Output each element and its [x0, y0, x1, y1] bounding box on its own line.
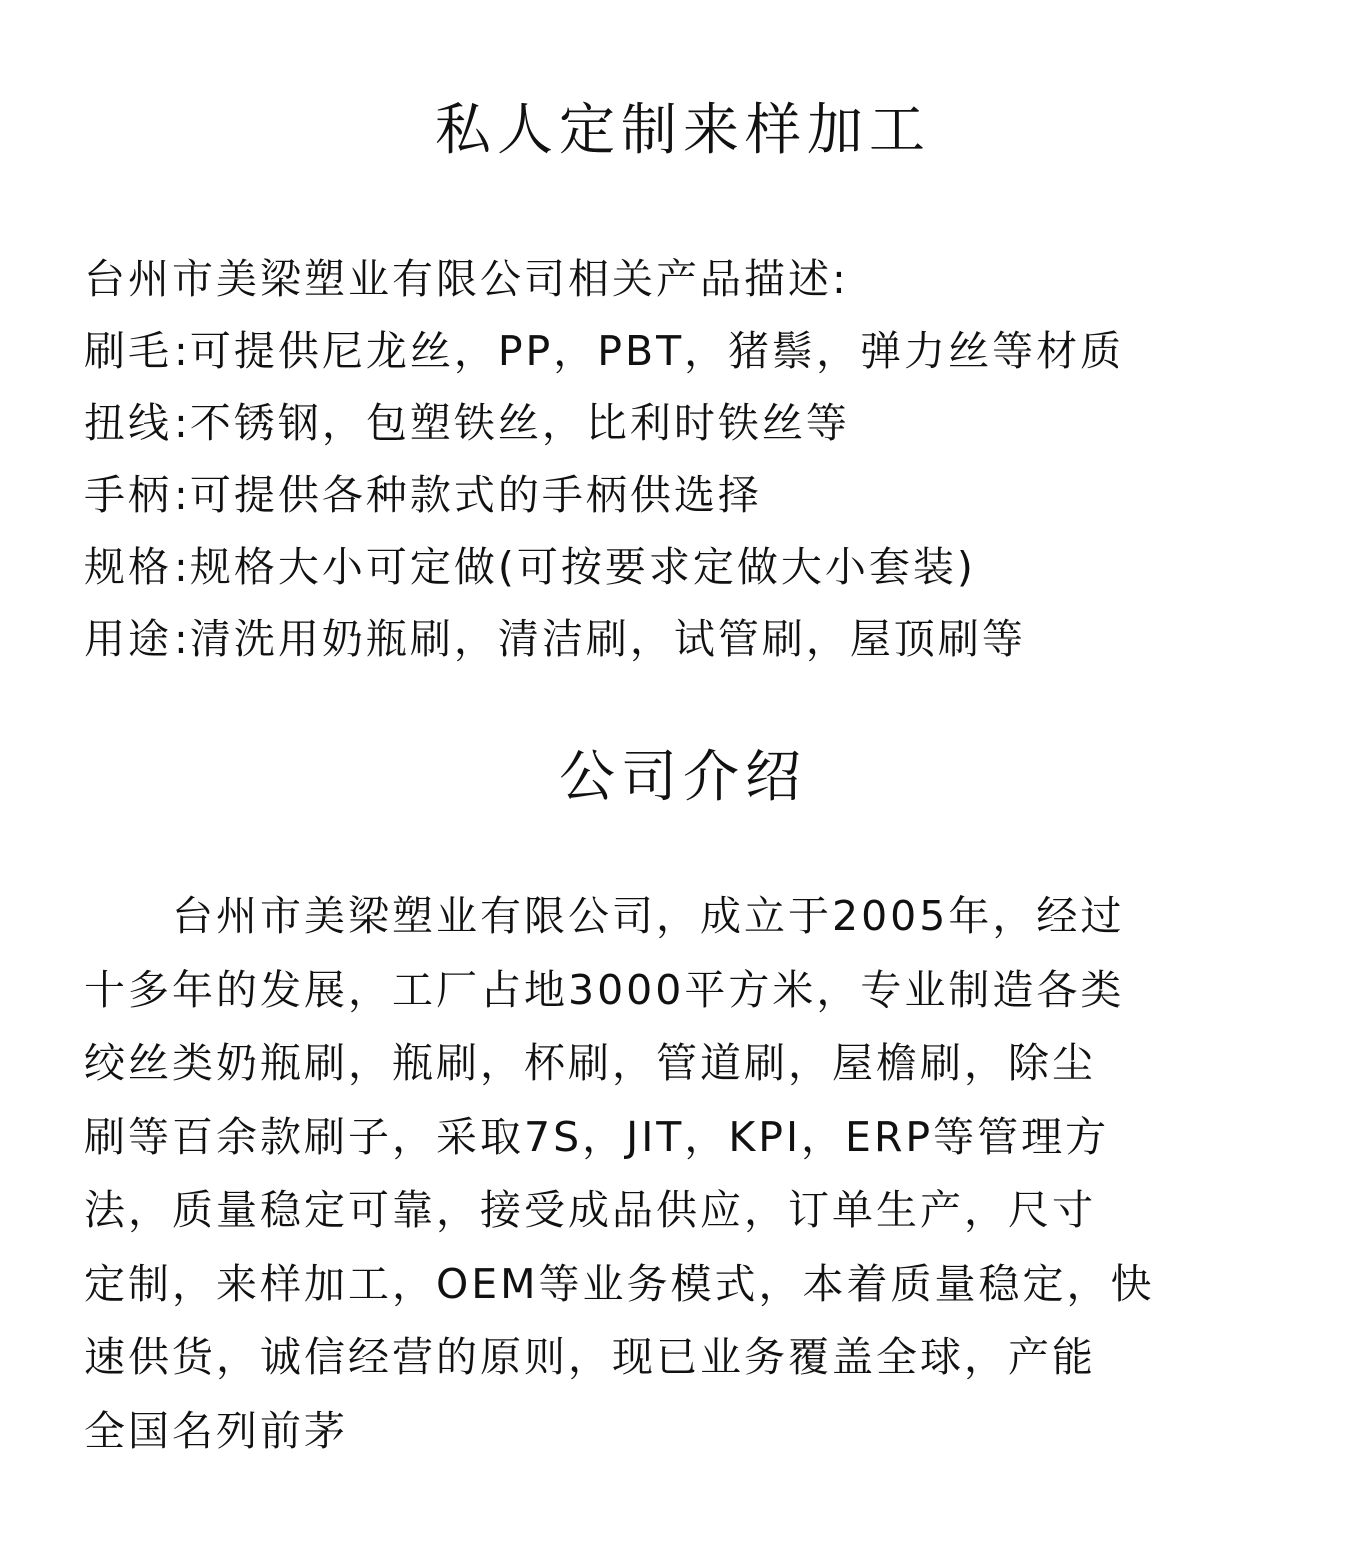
spec-label: 手柄	[84, 471, 172, 519]
company-intro-title: 公司介绍	[559, 745, 807, 810]
paragraph-line: 速供货，诚信经营的原则，现已业务覆盖全球，产能	[84, 1333, 1096, 1381]
spec-row-size: 规格:规格大小可定做(可按要求定做大小套装)	[84, 543, 976, 591]
spec-row-usage: 用途:清洗用奶瓶刷，清洁刷，试管刷，屋顶刷等	[84, 615, 1026, 663]
spec-value: 规格大小可定做(可按要求定做大小套装)	[189, 543, 976, 591]
product-description-intro: 台州市美梁塑业有限公司相关产品描述:	[84, 255, 849, 303]
spec-value: 清洗用奶瓶刷，清洁刷，试管刷，屋顶刷等	[189, 615, 1026, 663]
paragraph-line: 定制，来样加工，OEM等业务模式，本着质量稳定，快	[84, 1259, 1155, 1308]
spec-label: 用途	[84, 615, 172, 663]
paragraph-line: 刷等百余款刷子，采取7S，JIT，KPI，ERP等管理方	[84, 1112, 1110, 1161]
product-spec-list	[84, 243, 1334, 675]
custom-processing-title: 私人定制来样加工	[435, 98, 931, 163]
spec-value: 可提供各种款式的手柄供选择	[189, 471, 762, 519]
paragraph-line: 台州市美梁塑业有限公司，成立于2005年，经过	[172, 892, 1125, 940]
company-intro-paragraph	[84, 880, 1309, 1468]
spec-row-bristle: 刷毛:可提供尼龙丝，PP，PBT，猪鬃，弹力丝等材质	[84, 327, 1125, 375]
paragraph-line: 十多年的发展，工厂占地3000平方米，专业制造各类	[84, 965, 1125, 1014]
spec-label: 刷毛	[84, 327, 172, 375]
spec-label: 扭线	[84, 399, 172, 447]
paragraph-line: 绞丝类奶瓶刷，瓶刷，杯刷，管道刷，屋檐刷，除尘	[84, 1039, 1096, 1087]
spec-row-handle: 手柄:可提供各种款式的手柄供选择	[84, 471, 762, 519]
spec-label: 规格	[84, 543, 172, 591]
spec-value: 不锈钢，包塑铁丝，比利时铁丝等	[189, 399, 850, 447]
paragraph-line: 法，质量稳定可靠，接受成品供应，订单生产，尺寸	[84, 1186, 1096, 1234]
paragraph-line: 全国名列前茅	[84, 1406, 348, 1455]
spec-row-twisted-wire: 扭线:不锈钢，包塑铁丝，比利时铁丝等	[84, 399, 850, 447]
spec-value: 可提供尼龙丝，PP，PBT，猪鬃，弹力丝等材质	[189, 327, 1125, 375]
